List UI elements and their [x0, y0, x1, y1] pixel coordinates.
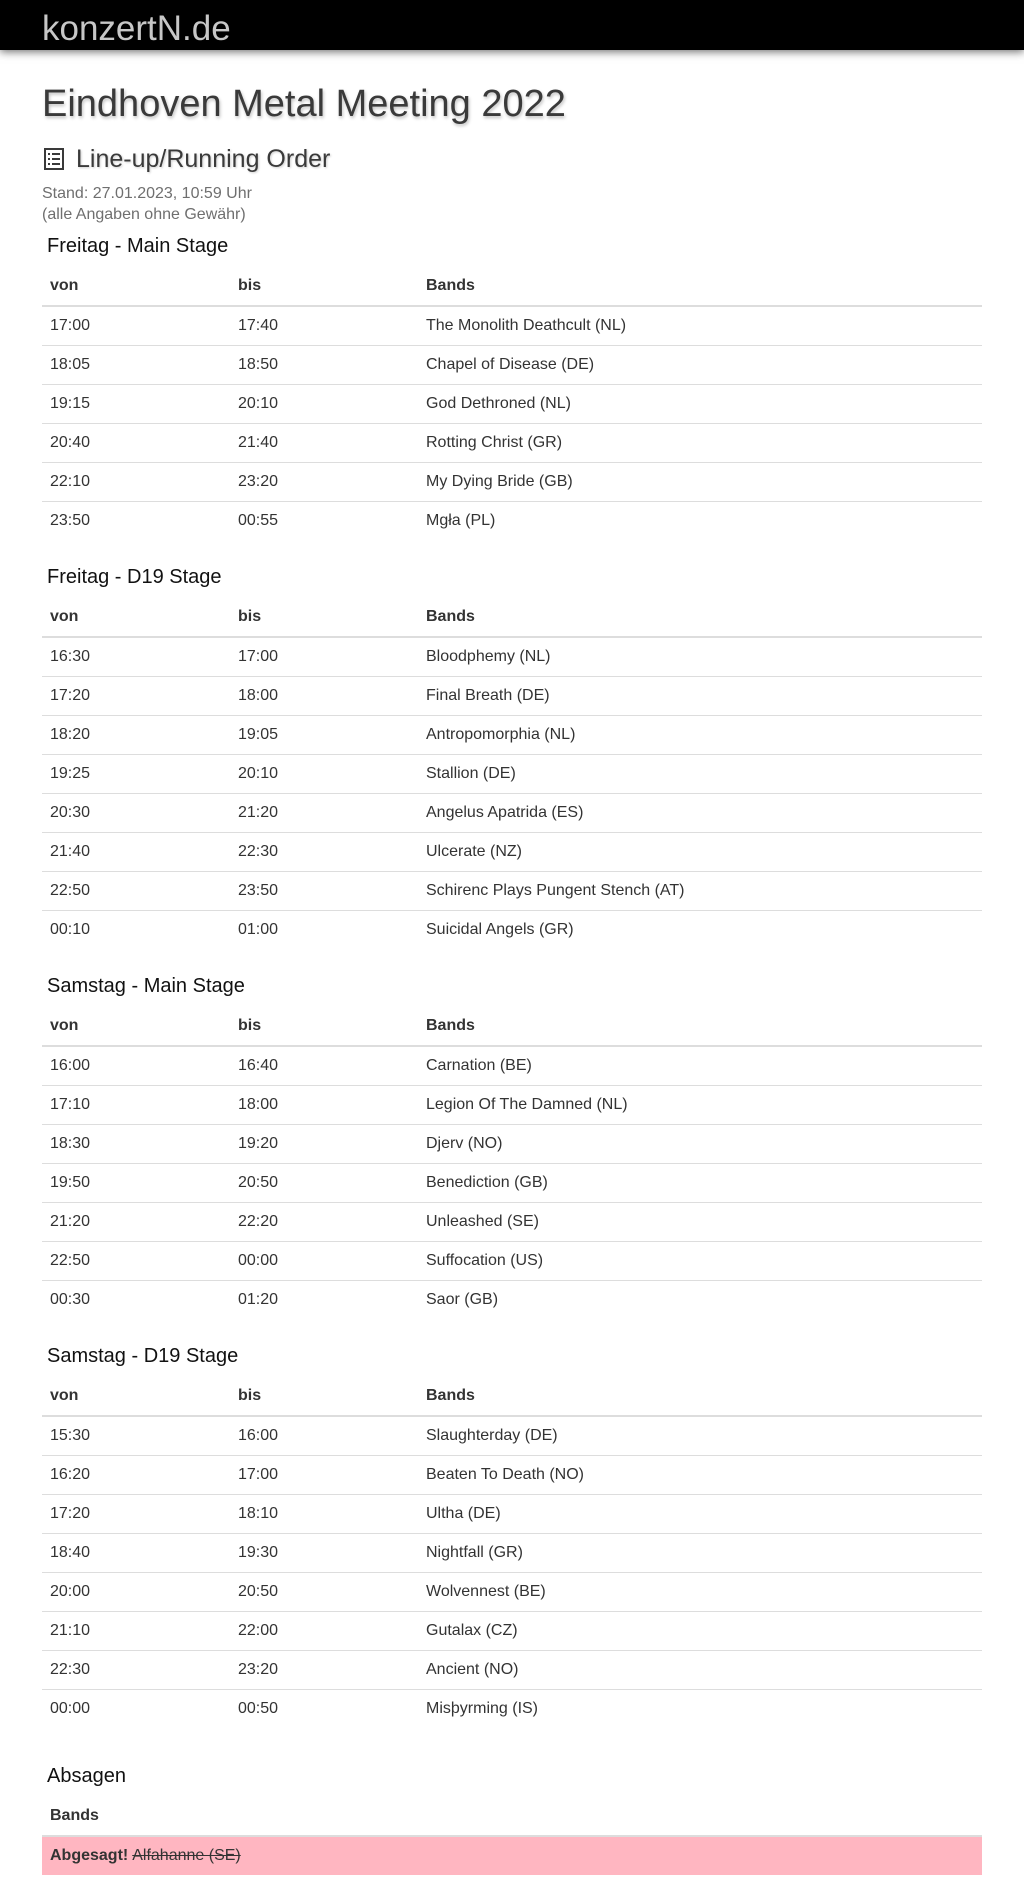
- table-row: [42, 716, 982, 755]
- table-row: [42, 1046, 982, 1086]
- stage-section: [42, 973, 982, 1319]
- cancellations-section: [42, 1763, 982, 1875]
- start-time: 21:20: [42, 1203, 230, 1242]
- table-row: [42, 755, 982, 794]
- start-time: 22:10: [42, 463, 230, 502]
- column-header-from: von: [42, 598, 230, 637]
- band-name: Stallion (DE): [418, 755, 982, 794]
- table-row: [42, 1242, 982, 1281]
- start-time: 19:15: [42, 385, 230, 424]
- column-header-from: von: [42, 1377, 230, 1416]
- band-name: Schirenc Plays Pungent Stench (AT): [418, 872, 982, 911]
- band-name: Antropomorphia (NL): [418, 716, 982, 755]
- band-name: Ultha (DE): [418, 1495, 982, 1534]
- start-time: 18:30: [42, 1125, 230, 1164]
- column-header-from: von: [42, 267, 230, 306]
- table-header-row: [42, 1377, 982, 1416]
- band-name: Gutalax (CZ): [418, 1612, 982, 1651]
- column-header-bands: Bands: [418, 1377, 982, 1416]
- end-time: 18:00: [230, 677, 418, 716]
- table-row: [42, 1086, 982, 1125]
- cancelled-band-cell: [42, 1836, 982, 1875]
- table-header-row: [42, 267, 982, 306]
- end-time: 17:40: [230, 306, 418, 346]
- band-name: Benediction (GB): [418, 1164, 982, 1203]
- start-time: 17:10: [42, 1086, 230, 1125]
- end-time: 18:50: [230, 346, 418, 385]
- band-name: Carnation (BE): [418, 1046, 982, 1086]
- column-header-bands: Bands: [418, 598, 982, 637]
- column-header-bands: Bands: [42, 1797, 982, 1836]
- running-order-table: [42, 1377, 982, 1728]
- stage-section: [42, 564, 982, 949]
- start-time: 19:50: [42, 1164, 230, 1203]
- start-time: 16:30: [42, 637, 230, 677]
- band-name: Unleashed (SE): [418, 1203, 982, 1242]
- stage-title: Freitag - Main Stage: [47, 235, 229, 257]
- end-time: 01:00: [238, 921, 279, 938]
- stage-title: Freitag - D19 Stage: [47, 566, 222, 588]
- end-time: 22:30: [230, 833, 418, 872]
- band-name: Saor (GB): [426, 1291, 499, 1308]
- start-time: 18:05: [42, 346, 230, 385]
- end-time: 01:20: [238, 1291, 279, 1308]
- updated-timestamp: Stand: 27.01.2023, 10:59 Uhr: [42, 185, 252, 202]
- table-header-row: [42, 1007, 982, 1046]
- table-header-row: [42, 598, 982, 637]
- table-row: [42, 306, 982, 346]
- table-row: [42, 424, 982, 463]
- band-name: Djerv (NO): [418, 1125, 982, 1164]
- cancellations-title: Absagen: [47, 1765, 126, 1787]
- column-header-from: von: [42, 1007, 230, 1046]
- column-header-to: bis: [230, 598, 418, 637]
- end-time: 17:00: [230, 637, 418, 677]
- start-time: 00:30: [50, 1291, 91, 1308]
- band-name: Angelus Apatrida (ES): [418, 794, 982, 833]
- band-name: Suffocation (US): [418, 1242, 982, 1281]
- table-row: [42, 872, 982, 911]
- running-order-table: [42, 1007, 982, 1319]
- running-order-table: [42, 598, 982, 949]
- end-time: 20:10: [230, 385, 418, 424]
- table-row: [42, 1456, 982, 1495]
- table-row: [42, 385, 982, 424]
- end-time: 22:00: [230, 1612, 418, 1651]
- end-time: 20:50: [230, 1573, 418, 1612]
- start-time: 20:40: [42, 424, 230, 463]
- end-time: 17:00: [230, 1456, 418, 1495]
- end-time: 19:20: [230, 1125, 418, 1164]
- band-name: Wolvennest (BE): [418, 1573, 982, 1612]
- start-time: 16:00: [42, 1046, 230, 1086]
- band-name: Slaughterday (DE): [418, 1416, 982, 1456]
- band-name: Misþyrming (IS): [426, 1700, 539, 1717]
- stage-title: Samstag - D19 Stage: [47, 1345, 239, 1367]
- table-row: [42, 346, 982, 385]
- table-row: [42, 1495, 982, 1534]
- end-time: 20:10: [230, 755, 418, 794]
- table-row: [42, 911, 982, 950]
- band-name: Nightfall (GR): [418, 1534, 982, 1573]
- end-time: 00:50: [238, 1700, 279, 1717]
- end-time: 19:05: [230, 716, 418, 755]
- section-title: [42, 142, 330, 176]
- disclaimer: (alle Angaben ohne Gewähr): [42, 206, 246, 223]
- table-row: [42, 1651, 982, 1690]
- start-time: 20:00: [42, 1573, 230, 1612]
- end-time: 00:55: [238, 512, 279, 529]
- cancelled-row: [42, 1836, 982, 1875]
- start-time: 17:00: [42, 306, 230, 346]
- start-time: 17:20: [42, 677, 230, 716]
- column-header-to: bis: [230, 267, 418, 306]
- column-header-bands: Bands: [418, 267, 982, 306]
- band-name: Beaten To Death (NO): [418, 1456, 982, 1495]
- end-time: 19:30: [230, 1534, 418, 1573]
- band-name: Suicidal Angels (GR): [426, 921, 574, 938]
- cancelled-badge: Abgesagt!: [50, 1847, 129, 1864]
- start-time: 22:30: [42, 1651, 230, 1690]
- start-time: 00:10: [50, 921, 91, 938]
- start-time: 21:10: [42, 1612, 230, 1651]
- table-row: [42, 1690, 982, 1729]
- site-brand-link[interactable]: konzertN.de: [42, 9, 231, 48]
- table-row: [42, 1125, 982, 1164]
- start-time: 18:40: [42, 1534, 230, 1573]
- band-name: Ancient (NO): [418, 1651, 982, 1690]
- end-time: 23:20: [230, 463, 418, 502]
- end-time: 20:50: [230, 1164, 418, 1203]
- list-icon: [44, 148, 64, 170]
- table-row: [42, 833, 982, 872]
- table-row: [42, 1203, 982, 1242]
- band-name: Mgła (PL): [426, 512, 496, 529]
- table-row: [42, 794, 982, 833]
- band-name: My Dying Bride (GB): [418, 463, 982, 502]
- band-name: Rotting Christ (GR): [418, 424, 982, 463]
- start-time: 19:25: [42, 755, 230, 794]
- band-name: God Dethroned (NL): [418, 385, 982, 424]
- cancellations-table: [42, 1797, 982, 1875]
- band-name: The Monolith Deathcult (NL): [418, 306, 982, 346]
- end-time: 21:20: [230, 794, 418, 833]
- stage-section: [42, 1343, 982, 1728]
- cancelled-band-name: Alfahanne (SE): [132, 1847, 241, 1864]
- band-name: Ulcerate (NZ): [418, 833, 982, 872]
- end-time: 18:10: [230, 1495, 418, 1534]
- column-header-bands: Bands: [418, 1007, 982, 1046]
- start-time: 00:00: [50, 1700, 91, 1717]
- page-title: Eindhoven Metal Meeting 2022: [42, 83, 566, 125]
- table-row: [42, 1573, 982, 1612]
- stage-section: [42, 233, 982, 540]
- end-time: 21:40: [230, 424, 418, 463]
- running-order-table: [42, 267, 982, 540]
- stage-title: Samstag - Main Stage: [47, 975, 245, 997]
- section-title-text: Line-up/Running Order: [76, 145, 331, 173]
- table-row: [42, 677, 982, 716]
- end-time: 16:40: [230, 1046, 418, 1086]
- start-time: 20:30: [42, 794, 230, 833]
- table-row: [42, 502, 982, 541]
- table-row: [42, 1164, 982, 1203]
- band-name: Bloodphemy (NL): [418, 637, 982, 677]
- table-row: [42, 463, 982, 502]
- end-time: 00:00: [230, 1242, 418, 1281]
- start-time: 23:50: [50, 512, 91, 529]
- band-name: Final Breath (DE): [418, 677, 982, 716]
- start-time: 15:30: [42, 1416, 230, 1456]
- start-time: 22:50: [42, 872, 230, 911]
- table-row: [42, 1416, 982, 1456]
- table-row: [42, 1534, 982, 1573]
- start-time: 17:20: [42, 1495, 230, 1534]
- end-time: 23:50: [230, 872, 418, 911]
- column-header-to: bis: [230, 1007, 418, 1046]
- end-time: 16:00: [230, 1416, 418, 1456]
- table-header-row: [42, 1797, 982, 1836]
- start-time: 18:20: [42, 716, 230, 755]
- column-header-to: bis: [230, 1377, 418, 1416]
- update-info: [42, 183, 252, 225]
- table-row: [42, 1281, 982, 1320]
- start-time: 16:20: [42, 1456, 230, 1495]
- end-time: 22:20: [230, 1203, 418, 1242]
- end-time: 23:20: [230, 1651, 418, 1690]
- table-row: [42, 1612, 982, 1651]
- start-time: 21:40: [42, 833, 230, 872]
- end-time: 18:00: [230, 1086, 418, 1125]
- band-name: Legion Of The Damned (NL): [418, 1086, 982, 1125]
- band-name: Chapel of Disease (DE): [418, 346, 982, 385]
- table-row: [42, 637, 982, 677]
- start-time: 22:50: [42, 1242, 230, 1281]
- top-navbar: [0, 0, 1024, 50]
